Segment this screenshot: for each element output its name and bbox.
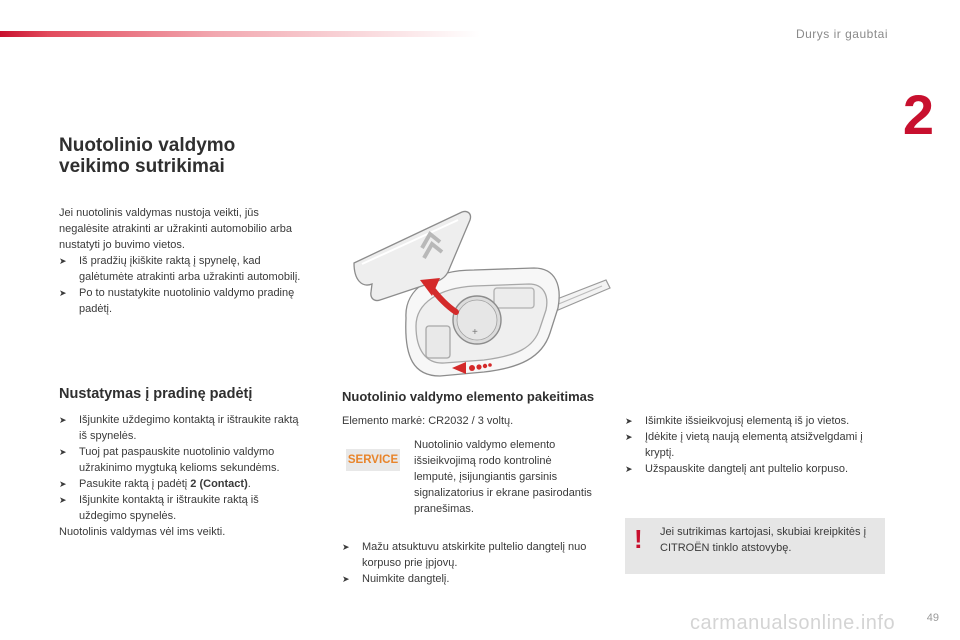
intro-bullet-text: Po to nustatykite nuotolinio valdymo pradinę padėtį. [79,287,295,315]
reset-closing: Nuotolinis valdymas vėl ims veikti. [59,526,226,538]
battery-brand-line: Elemento markė: CR2032 / 3 voltų. [342,415,514,427]
page-number: 49 [926,612,939,624]
battery-step [625,461,885,477]
reset-step-text: Tuoj pat paspauskite nuotolinio valdymo užrakinimo mygtuką kelioms sekundėms. [79,446,280,474]
battery-right-column [625,413,885,477]
warning-box [625,518,885,574]
battery-step [625,429,885,461]
reset-step [59,444,309,476]
battery-step-text: Įdėkite į vietą naują elementą atsižvelgdami į kryptį. [645,431,863,459]
battery-steps-mid [342,539,612,587]
reset-step [59,476,309,492]
intro-bullet [59,285,309,317]
bullet-arrow-icon: ➤ [59,447,67,457]
watermark: carmanualsonline.info [690,612,896,634]
battery-step [342,539,612,571]
header-accent-bar [0,31,480,37]
reset-step-text: Išjunkite uždegimo kontaktą ir ištraukite raktą iš spynelės. [79,414,299,442]
battery-step-text: Išimkite išsieikvojusį elementą iš jo vietos. [645,415,850,427]
reset-step-text-post: . [247,478,251,490]
contact-position: 2 (Contact) [190,478,248,490]
service-notice [342,437,612,527]
reset-step-text: Išjunkite kontaktą ir ištraukite raktą iš uždegimo spynelės. [79,494,259,522]
reset-step-text-pre: Pasukite raktą į padėtį [79,478,191,490]
page-title-line1: Nuotolinio valdymo [59,135,236,156]
battery-step-text: Nuimkite dangtelį. [362,573,450,585]
reset-step [59,412,309,444]
bullet-arrow-icon: ➤ [342,542,350,552]
service-warning-icon: SERVICE [346,449,400,471]
intro-text: Jei nuotolinis valdymas nustoja veikti, jūs negalėsite atrakinti ar užrakinti automobilio arba nustatyti jo buvimo vietos. [59,207,292,251]
warning-text: Jei sutrikimas kartojasi, skubiai kreipkitės į CITROËN tinklo atstovybę. [660,526,867,554]
battery-heading: Nuotolinio valdymo elemento pakeitimas [342,389,595,404]
svg-text:+: + [472,327,478,338]
section-name: Durys ir gaubtai [795,27,888,41]
page-title-line2: veikimo sutrikimai [59,156,225,177]
intro-block [59,205,309,317]
battery-step-text: Užspauskite dangtelį ant pultelio korpuso. [645,463,849,475]
reset-step [59,492,309,524]
battery-step [625,413,885,429]
bullet-arrow-icon: ➤ [59,479,67,489]
key-battery-illustration [344,208,614,380]
battery-step [342,571,612,587]
bullet-arrow-icon: ➤ [625,416,633,426]
warning-exclamation-icon: ! [634,524,643,554]
bullet-arrow-icon: ➤ [625,432,633,442]
chapter-number: 2 [902,83,934,146]
battery-step-text: Mažu atsuktuvu atskirkite pultelio dangtelį nuo korpuso prie įpjovų. [362,541,587,569]
bullet-arrow-icon: ➤ [342,574,350,584]
intro-bullet [59,253,309,285]
intro-bullet-text: Iš pradžių įkiškite raktą į spynelę, kad galėtumėte atrakinti arba užrakinti automobilį. [79,255,301,283]
page-title [59,135,359,177]
bullet-arrow-icon: ➤ [59,256,67,266]
reset-heading: Nustatymas į pradinę padėtį [59,386,253,402]
service-notice-text: Nuotolinio valdymo elemento išsieikvojimą rodo kontrolinė lemputė, įsijungiantis garsinis signalizatorius ir ekrane pasirodantis pranešimas. [414,439,592,515]
bullet-arrow-icon: ➤ [59,288,67,298]
bullet-arrow-icon: ➤ [59,415,67,425]
bullet-arrow-icon: ➤ [59,495,67,505]
coin-battery [453,296,501,344]
battery-mid-column [342,413,612,587]
reset-steps [59,412,309,540]
bullet-arrow-icon: ➤ [625,464,633,474]
